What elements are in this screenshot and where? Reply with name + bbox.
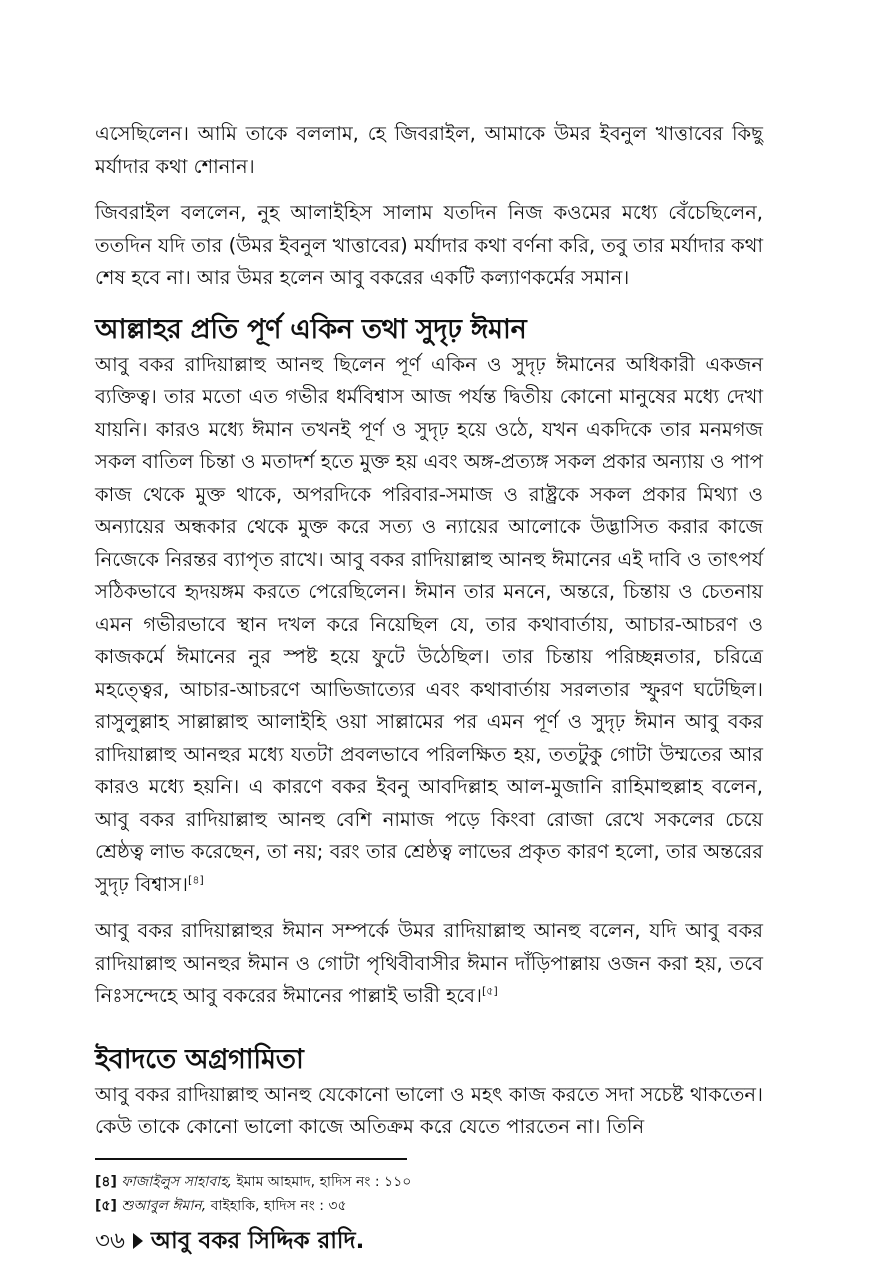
footnote-ref-5[interactable]: [৫] <box>482 984 498 998</box>
paragraph-iman-2 <box>95 915 763 1013</box>
book-title: আবু বকর সিদ্দিক রাদি. <box>150 1228 365 1254</box>
paragraph-iman-2-text: আবু বকর রাদিয়াল্লাহুর ঈমান সম্পর্কে উমর রাদিয়াল্লাহু আনহু বলেন, যদি আবু বকর রাদিয়াল্লাহু আনহুর ঈমান ও গোটা পৃথিবীবাসীর ঈমান দাঁড়িপাল্লায় ওজন করা হয়, তবে নিঃসন্দেহে আবু বকরের ঈমানের পাল্লাই ভারী হবে। <box>95 919 763 1007</box>
page-number: ৩৬ <box>95 1228 125 1254</box>
footnote-divider <box>95 1158 407 1160</box>
footnote-source-detail: বাইহাকি, হাদিস নং : ৩৫ <box>206 1198 347 1214</box>
footnote-4 <box>95 1170 763 1194</box>
footnotes <box>95 1170 763 1218</box>
play-triangle-icon <box>133 1233 143 1249</box>
footnote-ref-4[interactable]: [৪] <box>188 873 204 886</box>
footnote-source-detail: ইমাম আহমাদ, হাদিস নং : ১১০ <box>232 1174 412 1190</box>
footnote-source-title: শুআবুল ঈমান, <box>121 1198 207 1214</box>
footnote-5 <box>95 1194 763 1218</box>
footnote-number: [৫] <box>95 1198 117 1214</box>
paragraph-iman-1 <box>95 349 763 902</box>
paragraph-continuation: এসেছিলেন। আমি তাকে বললাম, হে জিবরাইল, আমাকে উমর ইবনুল খাত্তাবের কিছু মর্যাদার কথা শোনান। <box>95 122 763 178</box>
page-footer <box>95 1226 364 1256</box>
footnote-source-title: ফাজাইলুস সাহাবাহ, <box>121 1174 233 1190</box>
paragraph-iman-1-text: আবু বকর রাদিয়াল্লাহু আনহু ছিলেন পূর্ণ একিন ও সুদৃঢ় ঈমানের অধিকারী একজন ব্যক্তিত্ব। তার মতো এত গভীর ধর্মবিশ্বাস আজ পর্যন্ত দ্বিতীয় কোনো মানুষের মধ্যে দেখা যায়নি। কারও মধ্যে ঈমান তখনই পূর্ণ ও সুদৃঢ় হয়ে ওঠে, যখন একদিকে তার মনমগজ সকল বাতিল চিন্তা ও মতাদর্শ হতে মুক্ত হয় এবং অঙ্গ-প্রত্যঙ্গ সকল প্রকার অন্যায় ও পাপ কাজ থেকে মুক্ত থাকে, অপরদিকে পরিবার-সমাজ ও রাষ্ট্রকে সকল প্রকার মিথ্যা ও অন্যায়ের অন্ধকার থেকে মুক্ত করে সত্য ও ন্যায়ের আলোকে উদ্ভাসিত করার কাজে নিজেকে নিরন্তর ব্যাপৃত রাখে। আবু বকর রাদিয়াল্লাহু আনহু ঈমানের এই দাবি ও তাৎপর্য সঠিকভাবে হৃদয়ঙ্গম করতে পেরেছিলেন। ঈমান তার মননে, অন্তরে, চিন্তায় ও চেতনায় এমন গভীরভাবে স্থান দখল করে নিয়েছিল যে, তার কথাবার্তায়, আচার-আচরণ ও কাজকর্মে ঈমানের নুর স্পষ্ট হয়ে ফুটে উঠেছিল। তার চিন্তায় পরিচ্ছন্নতার, চরিত্রে মহত্ত্বের, আচার-আচরণে আভিজাত্যের এবং কথাবার্তায় সরলতার স্ফুরণ ঘটেছিল। রাসুলুল্লাহ সাল্লাল্লাহু আলাইহি ওয়া সাল্লামের পর এমন পূর্ণ ও সুদৃঢ় ঈমান আবু বকর রাদিয়াল্লাহু আনহুর মধ্যে যতটা প্রবলভাবে পরিলক্ষিত হয়, ততটুকু গোটা উম্মতের আর কারও মধ্যে হয়নি। এ কারণে বকর ইবনু আবদিল্লাহ আল-মুজানি রাহিমাহুল্লাহ বলেন, আবু বকর রাদিয়াল্লাহু আনহু বেশি নামাজ পড়ে কিংবা রোজা রেখে সকলের চেয়ে শ্রেষ্ঠত্ব লাভ করেছেন, তা নয়; বরং তার শ্রেষ্ঠত্ব লাভের প্রকৃত কারণ হলো, তার অন্তরের সুদৃঢ় বিশ্বাস। <box>95 352 763 896</box>
footnote-number: [৪] <box>95 1174 117 1190</box>
section-heading-iman: আল্লাহর প্রতি পূর্ণ একিন তথা সুদৃঢ় ঈমান <box>95 313 527 345</box>
paragraph-jibrail: জিবরাইল বললেন, নুহ আলাইহিস সালাম যতদিন নিজ কওমের মধ্যে বেঁচেছিলেন, ততদিন যদি তার (উমর ইবনুল খাত্তাবের) মর্যাদার কথা বর্ণনা করি, তবু তার মর্যাদার কথা শেষ হবে না। আর উমর হলেন আবু বকরের একটি কল্যাণকর্মের সমান। <box>95 201 763 289</box>
section-heading-ibadat: ইবাদতে অগ্রগামিতা <box>95 1043 304 1075</box>
page-body <box>95 118 763 1144</box>
paragraph-ibadat-1: আবু বকর রাদিয়াল্লাহু আনহু যেকোনো ভালো ও মহৎ কাজ করতে সদা সচেষ্ট থাকতেন। কেউ তাকে কোনো ভালো কাজে অতিক্রম করে যেতে পারতেন না। তিনি <box>95 1082 763 1138</box>
